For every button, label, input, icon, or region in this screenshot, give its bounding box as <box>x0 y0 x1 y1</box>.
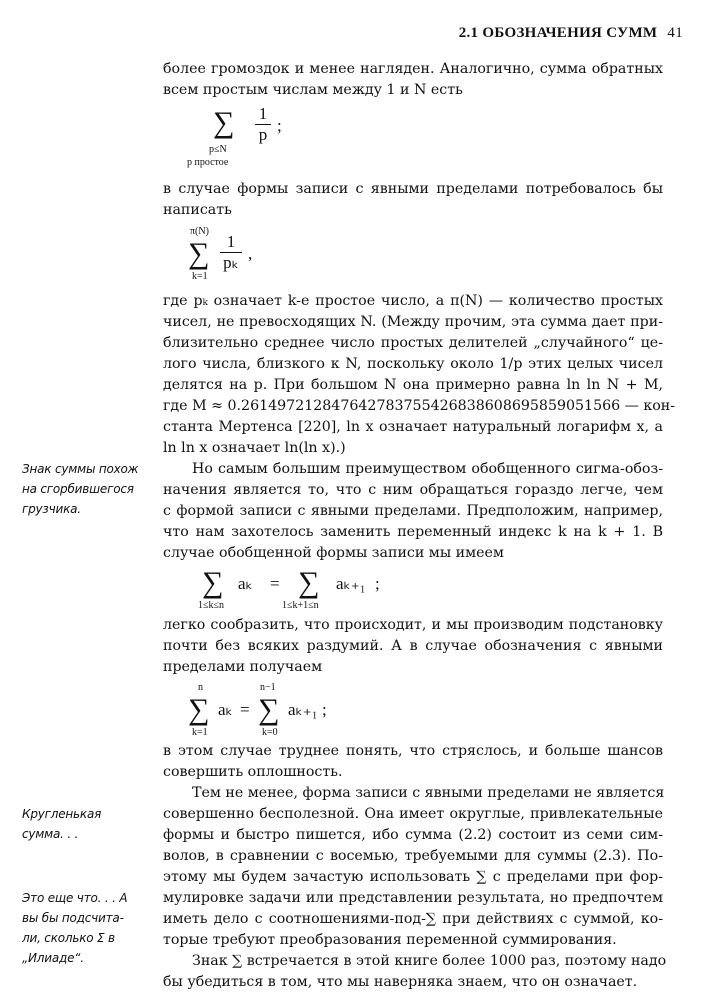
text-line: пределами получаем <box>163 659 323 675</box>
text-line: волов, в сравнении с восемью, требуемыми для суммы (2.3). По- <box>163 848 663 864</box>
denominator: pₖ <box>223 253 239 272</box>
margin-note-line: сумма. . . <box>22 827 79 841</box>
sigma-symbol: ∑ <box>258 693 280 726</box>
formula-sum-reciprocal-primes <box>187 104 305 170</box>
numerator: 1 <box>258 104 268 123</box>
text-line: совершить оплошность. <box>163 764 343 780</box>
equals: = <box>270 574 280 593</box>
text-line: в этом случае труднее понять, что стряслось, и больше шансов <box>163 743 663 759</box>
text-line: почти без всяких раздумий. А в случае обозначения с явными <box>163 638 663 654</box>
margin-note-line: „Илиаде“. <box>22 951 84 965</box>
text-line: в случае формы записи с явными пределами потребовалось бы <box>163 181 663 197</box>
text-line: формы и быстро пишется, ибо сумма (2.2) состоит из семи сим- <box>163 827 663 843</box>
margin-note-line: Кругленькая <box>22 807 102 821</box>
formula-sum-explicit-limits <box>188 226 288 284</box>
text-line: торые требуют преобразования переменной суммирования. <box>163 932 617 948</box>
text-line: Знак ∑ встречается в этой книге более 1000 раз, поэтому надо <box>192 953 667 969</box>
sum-upper: n−1 <box>260 682 276 693</box>
text-line: этому мы будем зачастую использовать ∑ с пределами при фор- <box>163 869 663 885</box>
fraction <box>255 104 271 145</box>
sum-lower: 1≤k+1≤n <box>282 600 319 611</box>
text-line: легко сообразить, что происходит, и мы производим подстановку <box>163 617 663 633</box>
sum-lower: k=0 <box>262 727 278 738</box>
equals: = <box>240 700 250 719</box>
fraction <box>220 232 242 273</box>
margin-note-line: ли, сколько Σ в <box>22 931 115 945</box>
text-line: случае обобщенной формы записи мы имеем <box>163 545 504 561</box>
punct: ; <box>277 116 282 135</box>
running-header <box>459 24 683 42</box>
text-line: лого числа, близкого к N, поскольку около 1/p этих целых чисел <box>163 356 663 372</box>
denominator: p <box>258 125 268 144</box>
margin-note-line: вы бы подсчита- <box>22 911 124 925</box>
text-line: делятся на p. При большом N она примерно равна ln ln N + M, <box>163 377 663 393</box>
text-line: мулировке задачи или представлении результата, но предпочтем <box>163 890 663 906</box>
term: aₖ <box>218 700 233 719</box>
header-title: 2.1 ОБОЗНАЧЕНИЯ СУММ <box>458 25 658 41</box>
sigma-symbol: ∑ <box>188 237 210 270</box>
text-line: что нам захотелось заменить переменный индекс k на k + 1. В <box>163 524 663 540</box>
text-line: где pₖ означает k-е простое число, а π(N) — количество простых <box>163 293 663 309</box>
formula-index-shift-explicit <box>188 682 408 740</box>
text-line: начения является то, что с ним обращаться гораздо легче, чем <box>163 482 663 498</box>
sum-lower: k=1 <box>192 271 208 282</box>
sigma-symbol: ∑ <box>213 106 235 139</box>
numerator: 1 <box>226 232 236 251</box>
text-line: Но самым большим преимуществом обобщенного сигма-обоз- <box>192 461 663 477</box>
text-line: с формой записи с явными пределами. Предположим, например, <box>163 503 663 519</box>
sigma-symbol: ∑ <box>188 693 210 726</box>
sigma-symbol: ∑ <box>298 566 320 599</box>
text-line: всем простым числам между 1 и N есть <box>163 82 463 98</box>
margin-note-line: Это еще что. . . А <box>22 891 128 905</box>
term: aₖ₊₁ <box>336 574 366 593</box>
margin-note-line: грузчика. <box>22 502 81 516</box>
text-line: станта Мертенса [220], ln x означает натуральный логарифм x, а <box>163 419 663 435</box>
sigma-symbol: ∑ <box>202 566 224 599</box>
text-line: совершенно бесполезной. Она имеет округлые, привлекательные <box>163 806 663 822</box>
text-line: написать <box>163 202 232 218</box>
sum-limit: p≤N <box>209 144 227 155</box>
punct: ; <box>322 700 327 719</box>
term: aₖ₊₁ <box>288 700 318 719</box>
text-line: бы убедиться в том, что мы наверняка знаем, что он означает. <box>163 974 638 990</box>
sum-lower: 1≤k≤n <box>198 600 224 611</box>
text-line: иметь дело с соотношениями-под-∑ при действиях с суммой, ко- <box>163 911 663 927</box>
sum-lower: k=1 <box>192 727 208 738</box>
text-line: близительно среднее число простых делителей „случайного“ це- <box>163 335 663 351</box>
sum-upper: n <box>198 682 203 693</box>
sum-limit-2: p простое <box>187 157 229 168</box>
text-line: более громоздок и менее нагляден. Аналогично, сумма обратных <box>163 61 663 77</box>
punct: , <box>248 244 253 263</box>
punct: ; <box>375 574 380 593</box>
term: aₖ <box>238 574 253 593</box>
formula-index-shift-generalized <box>200 568 420 613</box>
text-line: где M ≈ 0.261497212847642783755426838608695859051566 — кон- <box>163 398 676 414</box>
text-line: чисел, не превосходящих N. (Между прочим, эта сумма дает при- <box>163 314 663 330</box>
page-number: 41 <box>667 25 683 41</box>
sum-upper: π(N) <box>190 226 209 237</box>
text-line: ln ln x означает ln(ln x).) <box>163 440 346 456</box>
margin-note-line: на сгорбившегося <box>22 482 134 496</box>
text-line: Тем не менее, форма записи с явными пределами не является <box>192 785 665 801</box>
margin-note-line: Знак суммы похож <box>22 462 139 476</box>
